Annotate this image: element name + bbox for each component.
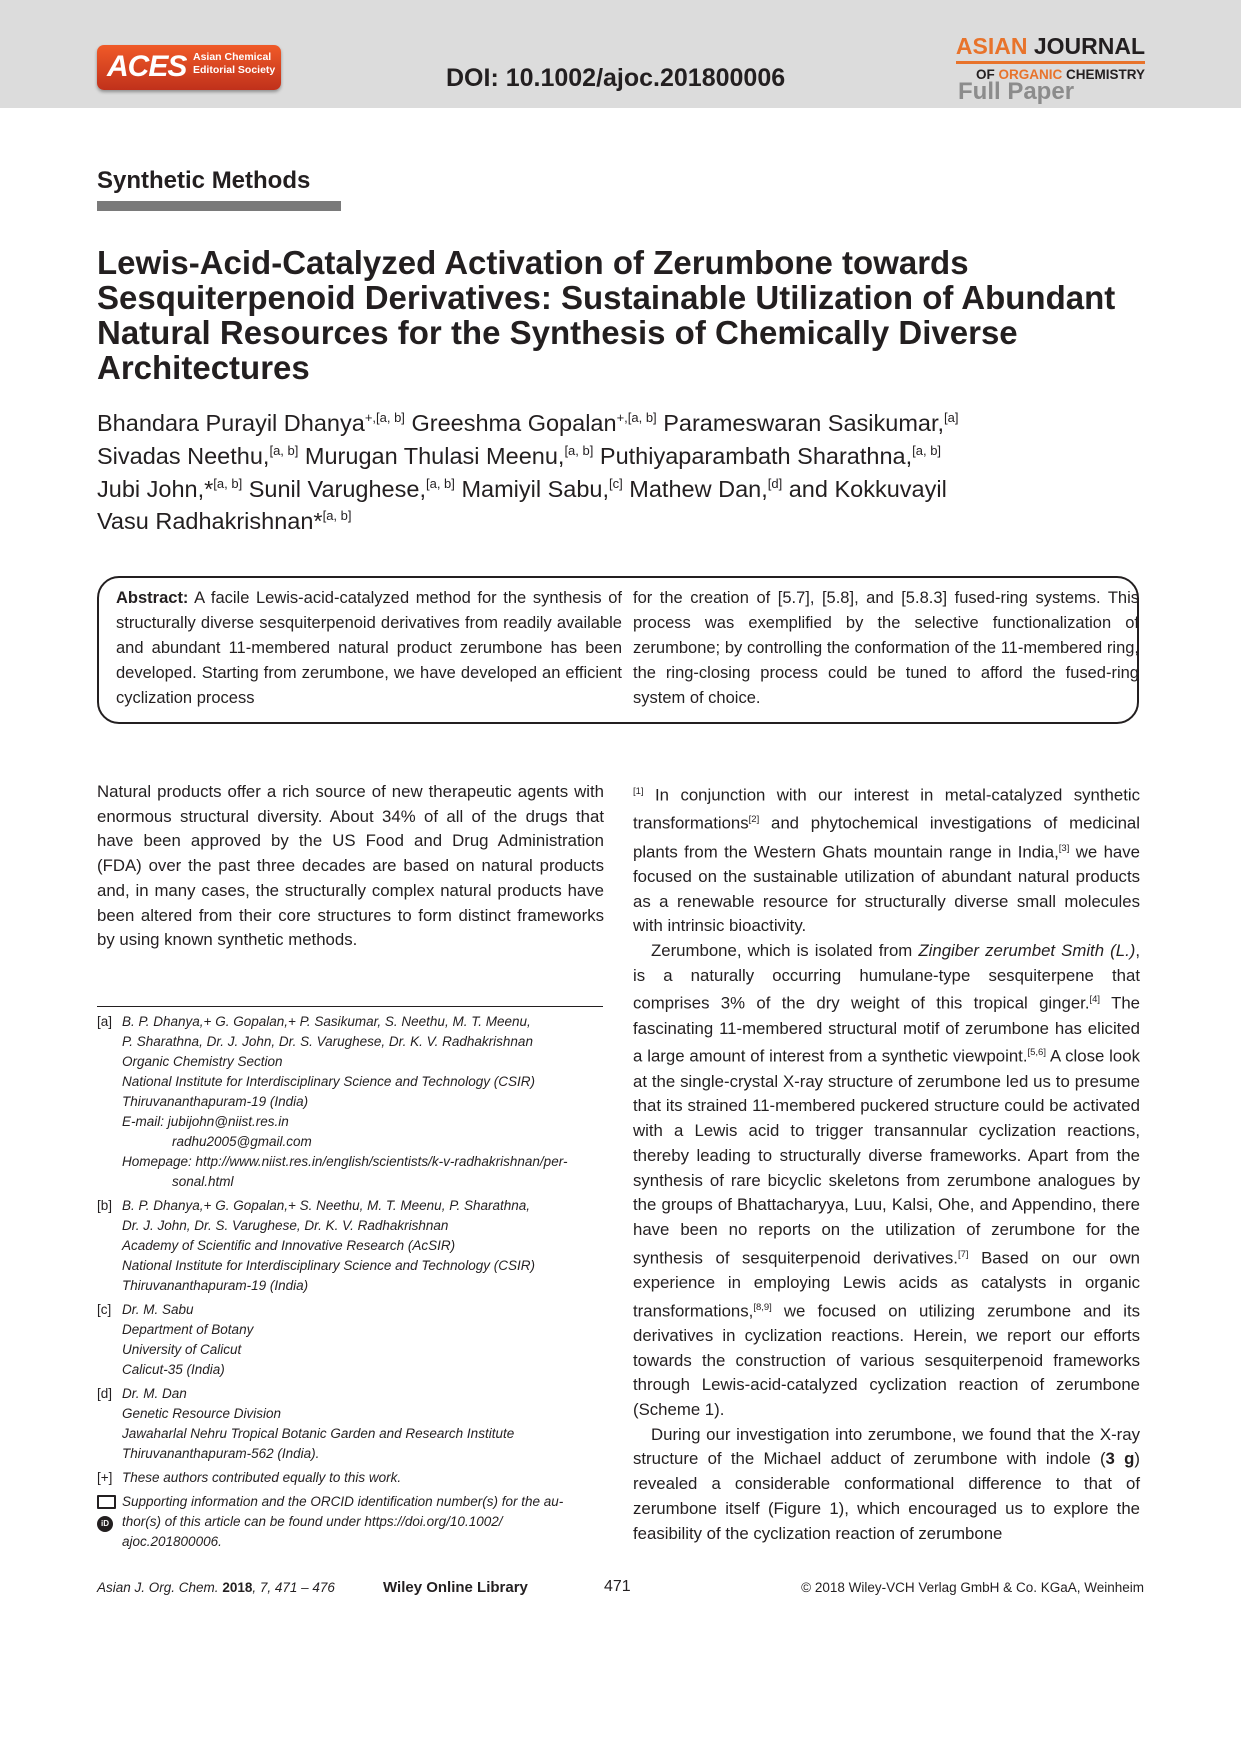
author-name[interactable]: Bhandara Purayil Dhanya: [97, 409, 365, 436]
author-name[interactable]: Vasu Radhakrishnan*: [97, 508, 323, 535]
author-name[interactable]: Murugan Thulasi Meenu,: [304, 442, 565, 469]
footer-citation: Asian J. Org. Chem. 2018, 7, 471 – 476: [97, 1580, 335, 1595]
wiley-online-library-link[interactable]: Wiley Online Library: [383, 1579, 528, 1596]
citation-link[interactable]: [3]: [1058, 842, 1070, 854]
author-name[interactable]: Sivadas Neethu,: [97, 442, 270, 469]
section-label: Synthetic Methods: [97, 167, 311, 194]
citation-link[interactable]: [7]: [957, 1248, 969, 1260]
article-type-label: Full Paper: [958, 78, 1075, 105]
citation-link[interactable]: [5,6]: [1027, 1047, 1046, 1059]
article-title: Lewis-Acid-Catalyzed Activation of Zerumbone towards Sesquiterpenoid Derivatives: Sustainable Utilization of Abundant Natural Resources for the Synthesis of Chemically Diverse Architectures: [97, 244, 1116, 386]
author-name[interactable]: Jubi John,*: [97, 475, 214, 502]
author-list: Bhandara Purayil Dhanya$^{+,[a, b]}$ Greeshma Gopalan$^{+,[a, b]}$ Parameswaran Sasikumar,[a] Sivadas Neethu,[a, b] Murugan Thulasi Meenu,[a, b] Puthiyaparambath Sharathna,[a, b] Jubi John,*[a, b] Sunil Varughese,[a, b] Mamiyil Sabu,[c] Mathew Dan,[d] and Kokkuvayil Vasu Radhakrishnan*[a, b]: [97, 409, 959, 535]
email-link[interactable]: E-mail: jubijohn@niist.res.in: [122, 1114, 289, 1129]
paragraph: During our investigation into zerumbone, we found that the X-ray structure of the Michael adduct of zerumbone with indole (3 g) revealed a considerable conformational difference to that of zerumbone itself (Figure 1), which encouraged us to explore the feasibility of the cyclization reaction of zerumbone: [633, 1424, 1140, 1543]
author-name[interactable]: Greeshma Gopalan: [411, 409, 617, 436]
author-name[interactable]: Mamiyil Sabu,: [461, 475, 610, 502]
affiliation-d: [d] Dr. M. Dan Genetic Resource Division Jawaharlal Nehru Tropical Botanic Garden and Research Institute Thiruvananthapuram-562 (India).: [97, 1386, 515, 1461]
citation-link[interactable]: [2]: [748, 814, 760, 826]
compound-label: 3 g: [1105, 1449, 1135, 1469]
page-number: 471: [604, 1578, 631, 1595]
homepage-link[interactable]: Homepage: http://www.niist.res.in/english/scientists/k-v-radhakrishnan/per-: [122, 1154, 568, 1169]
body-right-column: [633, 780, 1140, 1546]
monitor-icon: [97, 1495, 116, 1509]
aces-logo-word: ACES: [107, 50, 187, 83]
affiliation-a: [a] B. P. Dhanya,+ G. Gopalan,+ P. Sasikumar, S. Neethu, M. T. Meenu, P. Sharathna, Dr. J. John, Dr. S. Varughese, Dr. K. V. Radhakrishnan Organic Chemistry Section National Institute for Interdisciplinary Science and Technology (CSIR) Thiruvananthapuram-19 (India) E-mail: jubijohn@niist.res.in radhu2005@gmail.com Homepage: http://www.niist.res.in/english/scientists/k-v-radhakrishnan/per- sonal.html: [97, 1014, 568, 1189]
affiliation-b: [b] B. P. Dhanya,+ G. Gopalan,+ S. Neethu, M. T. Meenu, P. Sharathna, Dr. J. John, Dr. S. Varughese, Dr. K. V. Radhakrishnan Academy of Scientific and Innovative Research (AcSIR) National Institute for Interdisciplinary Science and Technology (CSIR) Thiruvananthapuram-19 (India): [97, 1198, 535, 1293]
orcid-icon[interactable]: iD: [97, 1516, 113, 1532]
footnote-divider: [97, 1006, 603, 1007]
copyright-notice: © 2018 Wiley-VCH Verlag GmbH & Co. KGaA, Weinheim: [801, 1580, 1144, 1595]
body-left-column: [97, 780, 604, 953]
aces-logo: [97, 45, 281, 90]
citation-link[interactable]: [4]: [1089, 994, 1101, 1006]
journal-logo: ASIAN JOURNAL OF ORGANIC CHEMISTRY: [955, 33, 1145, 82]
doi-link[interactable]: DOI: 10.1002/ajoc.201800006: [446, 64, 786, 92]
email-link[interactable]: radhu2005@gmail.com: [172, 1134, 312, 1149]
abstract-left-column: [116, 586, 622, 711]
equal-contribution-note: [+] These authors contributed equally to this work.: [97, 1470, 402, 1485]
author-name[interactable]: Sunil Varughese,: [248, 475, 426, 502]
supporting-info-link[interactable]: thor(s) of this article can be found under https://doi.org/10.1002/: [122, 1514, 503, 1529]
section-divider: [97, 201, 341, 211]
affiliation-footnotes: [97, 1012, 603, 1556]
citation-link[interactable]: [1]: [633, 786, 644, 797]
abstract-text: A facile Lewis-acid-catalyzed method for the synthesis of structurally diverse sesquiterpenoid derivatives from readily available and abundant 11-membered natural product zerumbone has been developed. Starting from zerumbone, we have developed an efficient cyclization process: [116, 589, 622, 707]
aces-logo-subtitle: Asian Chemical Editorial Society: [193, 51, 276, 76]
supporting-info-note: iD Supporting information and the ORCID identification number(s) for the au- thor(s) of this article can be found under https://doi.org/10.1002/ ajoc.201800006.: [97, 1492, 603, 1552]
paragraph: Zerumbone, which is isolated from Zingiber zerumbet Smith (L.), is a naturally occurring humulane-type sesquiterpene that comprises 3% of the dry weight of this tropical ginger.[4] The fascinating 11-membered structural motif of zerumbone has elicited a large amount of interest from a synthetic viewpoint.[5,6] A close look at the single-crystal X-ray structure of zerumbone led us to presume that its strained 11-membered puckered structure could be activated with a Lewis acid to trigger transannular cyclization reactions, thereby leading to structurally diverse frameworks. Apart from the synthesis of rare bicyclic skeletons from zerumbone analogues by the groups of Bhattacharyya, Luu, Kalsi, Ohe, and Appendino, there have been no reports on the utilization of zerumbone for the synthesis of sesquiterpenoid derivatives.[7] Based on our own experience in employing Lewis acids as catalysts in organic transformations,[8,9] we focused on utilizing zerumbone and its derivatives in cyclization reactions. Herein, we report our efforts towards the construction of various sesquiterpenoid frameworks through Lewis-acid-catalyzed cyclization reaction of zerumbone (Scheme 1).: [633, 941, 1141, 1420]
species-name: Zingiber zerumbet Smith (L.): [918, 941, 1136, 960]
affiliation-c: [c] Dr. M. Sabu Department of Botany University of Calicut Calicut-35 (India): [97, 1302, 254, 1377]
paragraph: [1] In conjunction with our interest in metal-catalyzed synthetic transformations[2] and phytochemical investigations of medicinal plants from the Western Ghats mountain range in India,[3] we have focused on the sustainable utilization of abundant natural products as a renewable resource for structurally diverse small molecules with intrinsic bioactivity.: [633, 785, 1140, 936]
abstract-label: Abstract:: [116, 589, 189, 607]
citation-link[interactable]: [8,9]: [753, 1301, 772, 1313]
author-name[interactable]: Parameswaran Sasikumar,: [663, 409, 945, 436]
abstract-right-column: for the creation of [5.7], [5.8], and [5.8.3] fused-ring systems. This process was exemplified by the selective functionalization of zerumbone; by controlling the conformation of the 11-membered ring, the ring-closing process could be tuned to afford the fused-ring system of choice.: [633, 589, 1139, 707]
author-name[interactable]: Puthiyaparambath Sharathna,: [599, 442, 913, 469]
paragraph: Natural products offer a rich source of new therapeutic agents with enormous structural diversity. About 34% of all of the drugs that have been approved by the US Food and Drug Administration (FDA) over the past three decades are based on natural products and, in many cases, the structurally complex natural products have been altered from their core structures to form distinct frameworks by using known synthetic methods.: [97, 782, 604, 950]
supporting-info-link[interactable]: ajoc.201800006.: [122, 1534, 222, 1549]
author-name[interactable]: Mathew Dan,: [629, 475, 768, 502]
journal-logo-rule: [956, 61, 1145, 64]
